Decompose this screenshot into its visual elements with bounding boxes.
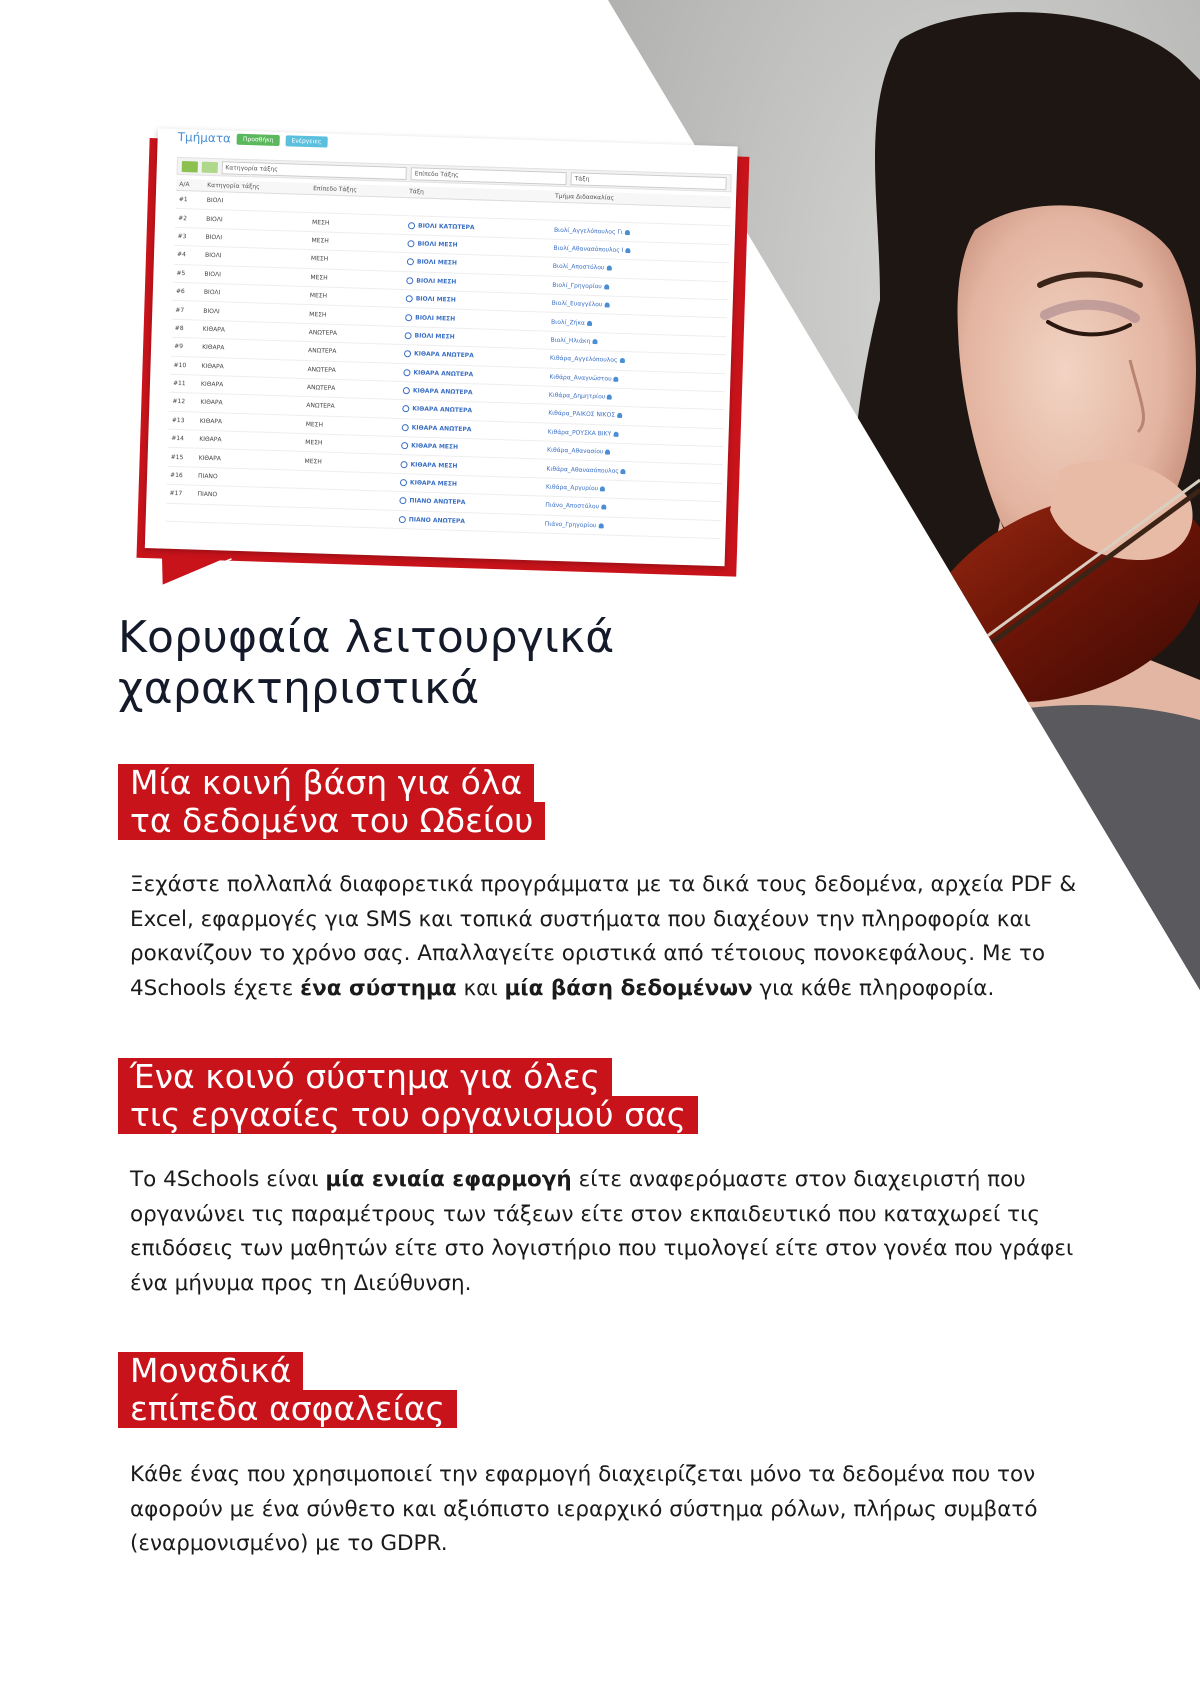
class-cell-text: ΚΙΘΑΡΑ ΜΕΣΗ: [411, 442, 459, 452]
section-cell-text: Κιθάρα_Αθανασόπουλος: [546, 465, 619, 475]
person-icon: [625, 230, 630, 235]
row-id-cell: [166, 484, 195, 503]
section-heading-3-line-2: επίπεδα ασφαλείας: [118, 1390, 457, 1428]
level-cell-text: ΑΝΩΤΕΡΑ: [308, 329, 338, 337]
col-header[interactable]: Α/Α: [176, 179, 204, 191]
category-cell-text: ΚΙΘΑΡΑ: [202, 325, 226, 334]
section-cell-text: Κιθάρα_Αργυρίου: [545, 483, 599, 493]
class-cell-text: ΒΙΟΛΙ ΜΕΣΗ: [417, 240, 458, 249]
row-id-cell-text: #13: [171, 416, 185, 425]
text-run: είτε αναφερόμαστε στον διαχειριστή που οργανώνει τις παραμέτρους των τάξεων είτε στον εκπαιδευτικό που καταχωρεί τις επιδόσεις των μαθητών είτε στο λογιστήριο που τιμολογεί είτε στον γονέα που γράφει ένα μήνυμα προς τη Διεύθυνση.: [130, 1167, 1074, 1296]
level-cell-text: ΜΕΣΗ: [311, 237, 329, 245]
row-id-cell-text: #12: [172, 398, 186, 406]
level-cell-text: ΜΕΣΗ: [305, 439, 323, 447]
class-cell-text: ΚΙΘΑΡΑ ΑΝΩΤΕΡΑ: [412, 405, 473, 415]
col-header[interactable]: Επίπεδο Τάξης: [310, 183, 406, 198]
class-cell-text: ΒΙΟΛΙ ΜΕΣΗ: [415, 313, 456, 323]
level-cell-text: ΑΝΩΤΕΡΑ: [306, 402, 335, 411]
row-id-cell-text: #17: [169, 490, 183, 498]
category-cell-text: ΚΙΘΑΡΑ: [198, 454, 222, 463]
person-icon: [607, 395, 612, 400]
class-icon: [399, 497, 406, 504]
class-cell-text: ΚΙΘΑΡΑ ΑΝΩΤΕΡΑ: [411, 424, 472, 434]
class-icon: [403, 387, 410, 394]
screenshot-title: Τμήματα: [177, 129, 232, 146]
level-cell-text: ΑΝΩΤΕΡΑ: [306, 384, 336, 393]
level-cell-text: ΜΕΣΗ: [309, 310, 327, 319]
section-heading-2-line-2: τις εργασίες του οργανισμού σας: [118, 1096, 698, 1134]
row-id-cell: [172, 301, 201, 320]
category-cell-text: ΚΙΘΑΡΑ: [200, 380, 224, 389]
add-button[interactable]: Προσθήκη: [237, 133, 280, 145]
row-id-cell: [167, 466, 196, 485]
row-id-cell: [173, 282, 202, 301]
class-icon: [400, 461, 407, 468]
class-cell-text: ΒΙΟΛΙ ΜΕΣΗ: [415, 295, 456, 304]
row-id-cell: [170, 374, 199, 393]
class-icon: [399, 516, 406, 523]
section-cell-text: Κιθάρα_Αναγνώστου: [549, 373, 612, 383]
bold-run: ένα σύστημα: [300, 975, 457, 1001]
category-cell-text: ΒΙΟΛΙ: [204, 270, 222, 279]
person-icon: [625, 248, 630, 253]
level-cell-text: ΜΕΣΗ: [310, 255, 329, 264]
text-run: Κάθε ένας που χρησιμοποιεί την εφαρμογή διαχειρίζεται μόνο τα δεδομένα που τον αφορούν με ένα σύνθετο και αξιόπιστο ιεραρχικό σύστημα ρόλων, πλήρως συμβατό (εναρμονισμένο) με το GDPR.: [130, 1462, 1038, 1556]
sections-table: [166, 179, 732, 539]
section-heading-2: [118, 1058, 698, 1134]
class-icon: [406, 295, 413, 302]
class-cell-text: ΒΙΟΛΙ ΜΕΣΗ: [416, 258, 458, 268]
bold-run: μία ενιαία εφαρμογή: [325, 1167, 572, 1192]
level-select[interactable]: Επίπεδο Τάξης: [411, 167, 567, 185]
level-cell-text: ΑΝΩΤΕΡΑ: [307, 365, 336, 374]
category-cell-text: ΒΙΟΛΙ: [206, 215, 223, 223]
category-cell-text: ΚΙΘΑΡΑ: [200, 399, 223, 407]
screenshot-red-tail: [161, 549, 252, 592]
section-cell-text: Βιολί_Ζήκα: [551, 318, 586, 327]
class-cell[interactable]: [396, 510, 543, 533]
row-id-cell: [175, 209, 204, 228]
section-heading-3: [118, 1352, 457, 1428]
section-text-3: [130, 1458, 1095, 1562]
row-id-cell-text: #14: [171, 435, 185, 443]
row-id-cell-text: #15: [170, 453, 184, 461]
row-id-cell-text: #8: [174, 324, 184, 333]
section-cell-text: Πιάνο_Γρηγορίου: [544, 520, 597, 530]
section-cell-text: Κιθάρα_ΡΟΥΣΚΑ ΒΙΚΥ: [547, 428, 612, 438]
col-header[interactable]: Κατηγορία τάξης: [204, 180, 310, 195]
class-icon: [400, 479, 407, 486]
section-cell-text: Κιθάρα_Δημητρίου: [548, 391, 606, 401]
class-cell-text: ΒΙΟΛΙ ΚΑΤΩΤΕΡΑ: [417, 222, 475, 231]
category-cell-text: ΚΙΘΑΡΑ: [199, 417, 223, 426]
class-cell-text: ΚΙΘΑΡΑ ΑΝΩΤΕΡΑ: [413, 369, 474, 378]
category-select[interactable]: Κατηγορία τάξης: [221, 161, 407, 180]
row-id-cell: [174, 227, 203, 246]
section-text-2: [130, 1163, 1095, 1301]
class-cell-text: ΚΙΘΑΡΑ ΜΕΣΗ: [410, 461, 458, 470]
text-run: Ξεχάστε πολλαπλά διαφορετικά προγράμματα με τα δικά τους δεδομένα, αρχεία PDF & Excel, εφαρμογές για SMS και τοπικά συστήματα που διαχέουν την πληροφορία και ροκανίζουν το χρόνο σας. Απαλλαγείτε οριστικά από τέτοιους πονοκεφάλους. Με το 4Schools έχετε: [130, 872, 1077, 1001]
row-id-cell-text: #5: [176, 269, 186, 277]
row-id-cell: [171, 337, 200, 356]
class-icon: [405, 314, 412, 321]
person-icon: [604, 302, 609, 307]
person-icon: [604, 284, 609, 289]
category-cell-text: ΚΙΘΑΡΑ: [199, 435, 222, 444]
category-cell-text: ΒΙΟΛΙ: [204, 252, 222, 260]
page-title: [118, 612, 614, 714]
col-header[interactable]: Τάξη: [406, 186, 552, 202]
screenshot-window: [145, 128, 738, 566]
class-cell-text: ΚΙΘΑΡΑ ΑΝΩΤΕΡΑ: [412, 387, 473, 397]
level-cell-text: ΜΕΣΗ: [305, 420, 324, 429]
text-run: και: [456, 975, 505, 1001]
class-cell-text: ΠΙΑΝΟ ΑΝΩΤΕΡΑ: [408, 516, 466, 525]
row-id-cell: [169, 411, 198, 430]
row-id-cell-text: #11: [172, 379, 186, 388]
section-cell-text: Βιολί_Αγγελόπουλος Γι: [553, 226, 623, 236]
level-cell-text: ΑΝΩΤΕΡΑ: [307, 347, 337, 356]
category-cell-text: ΒΙΟΛΙ: [206, 197, 224, 205]
class-cell-text: ΒΙΟΛΙ ΜΕΣΗ: [416, 277, 457, 286]
person-icon: [621, 469, 626, 474]
col-header[interactable]: Τμήμα Διδασκαλίας: [552, 191, 731, 208]
person-icon: [617, 413, 622, 418]
row-id-cell: [168, 429, 197, 448]
section-cell-text: Βιολί_Αποστόλου: [552, 263, 605, 272]
row-id-cell-text: #6: [175, 288, 185, 296]
section-cell-text: Πιάνο_Αποστόλου: [545, 502, 600, 511]
class-icon: [403, 369, 410, 376]
person-icon: [613, 432, 618, 437]
section-heading-1-line-1: Μία κοινή βάση για όλα: [118, 764, 534, 802]
class-icon: [402, 406, 409, 413]
person-icon: [601, 505, 606, 510]
category-cell-text: ΚΙΘΑΡΑ: [201, 362, 224, 371]
row-id-cell-text: #2: [178, 214, 188, 222]
bold-run: μία βάση δεδομένων: [504, 975, 753, 1001]
section-heading-3-line-1: Μοναδικά: [118, 1352, 303, 1390]
text-run: για κάθε πληροφορία.: [752, 975, 995, 1001]
level-cell-text: ΜΕΣΗ: [304, 457, 322, 466]
section-cell-text: Βιολί_Γρηγορίου: [552, 281, 602, 291]
category-cell-text: ΚΙΘΑΡΑ: [202, 344, 225, 352]
class-icon: [402, 424, 409, 431]
text-run: Το 4Schools είναι: [130, 1167, 326, 1192]
class-icon: [407, 258, 414, 265]
person-icon: [619, 358, 624, 363]
section-cell-text: Κιθάρα_ΡΑΙΚΟΣ ΝΙΚΟΣ: [548, 410, 616, 420]
class-icon: [401, 442, 408, 449]
level-cell-text: ΜΕΣΗ: [312, 218, 330, 227]
screenshot-header: [177, 129, 327, 150]
section-cell-text: Βιολί_Ευαγγέλου: [551, 299, 603, 309]
section-cell-text: Κιθάρα_Αθανασίου: [546, 446, 604, 456]
class-cell-text: ΠΙΑΝΟ ΑΝΩΤΕΡΑ: [409, 497, 466, 507]
row-id-cell: [174, 245, 203, 264]
row-id-cell: [166, 503, 195, 522]
category-cell: [194, 504, 301, 526]
section-heading-1: [118, 764, 545, 840]
row-id-cell-text: #16: [169, 471, 183, 480]
app-screenshot: [136, 128, 750, 597]
row-id-cell: [175, 190, 204, 209]
class-cell-text: ΚΙΘΑΡΑ ΑΝΩΤΕΡΑ: [413, 350, 474, 360]
person-icon: [606, 266, 611, 271]
section-heading-1-line-2: τα δεδομένα του Ωδείου: [118, 802, 545, 840]
person-icon: [592, 339, 597, 344]
class-select[interactable]: Τάξη: [570, 172, 726, 190]
page-title-line-2: χαρακτηριστικά: [118, 663, 480, 714]
page-title-line-1: Κορυφαία λειτουργικά: [118, 612, 615, 663]
row-id-cell: [171, 319, 200, 338]
row-id-cell: [169, 393, 198, 412]
row-id-cell-text: #1: [178, 196, 188, 204]
category-cell-text: ΒΙΟΛΙ: [203, 288, 221, 297]
level-cell: [300, 507, 397, 528]
class-icon: [404, 350, 411, 357]
category-cell-text: ΒΙΟΛΙ: [205, 233, 223, 242]
class-icon: [404, 332, 411, 339]
row-id-cell: [173, 264, 202, 283]
person-icon: [587, 320, 592, 325]
class-icon: [406, 277, 413, 284]
person-icon: [600, 486, 605, 491]
row-id-cell-text: #3: [177, 232, 187, 241]
class-icon: [408, 222, 415, 229]
list-view-icon[interactable]: [201, 161, 217, 172]
actions-button[interactable]: Ενέργειες: [285, 135, 327, 147]
section-cell-text: Βιολί_Ηλιάκη: [550, 336, 591, 345]
class-cell-text: ΚΙΘΑΡΑ ΜΕΣΗ: [409, 479, 458, 488]
row-id-cell-text: #4: [176, 251, 186, 259]
row-id-cell: [167, 448, 196, 467]
person-icon: [598, 523, 603, 528]
grid-view-icon[interactable]: [182, 161, 198, 172]
row-id-cell-text: #7: [175, 306, 185, 314]
level-cell-text: ΜΕΣΗ: [310, 273, 328, 282]
row-id-cell-text: #10: [173, 361, 187, 369]
class-icon: [407, 240, 414, 247]
section-text-1: [130, 868, 1095, 1006]
row-id-cell: [170, 356, 199, 375]
section-cell-text: Κιθάρα_Αγγελόπουλος: [549, 354, 618, 365]
person-icon: [614, 376, 619, 381]
class-cell-text: ΒΙΟΛΙ ΜΕΣΗ: [414, 332, 455, 341]
section-cell-text: Βιολί_Αθανασόπουλος Ι: [553, 244, 624, 254]
category-cell-text: ΒΙΟΛΙ: [203, 307, 220, 315]
row-id-cell-text: #9: [174, 343, 184, 351]
category-cell-text: ΠΙΑΝΟ: [197, 491, 218, 499]
category-cell-text: ΠΙΑΝΟ: [197, 472, 218, 481]
level-cell-text: ΜΕΣΗ: [309, 292, 328, 300]
person-icon: [605, 450, 610, 455]
section-heading-2-line-1: Ένα κοινό σύστημα για όλες: [118, 1058, 612, 1096]
